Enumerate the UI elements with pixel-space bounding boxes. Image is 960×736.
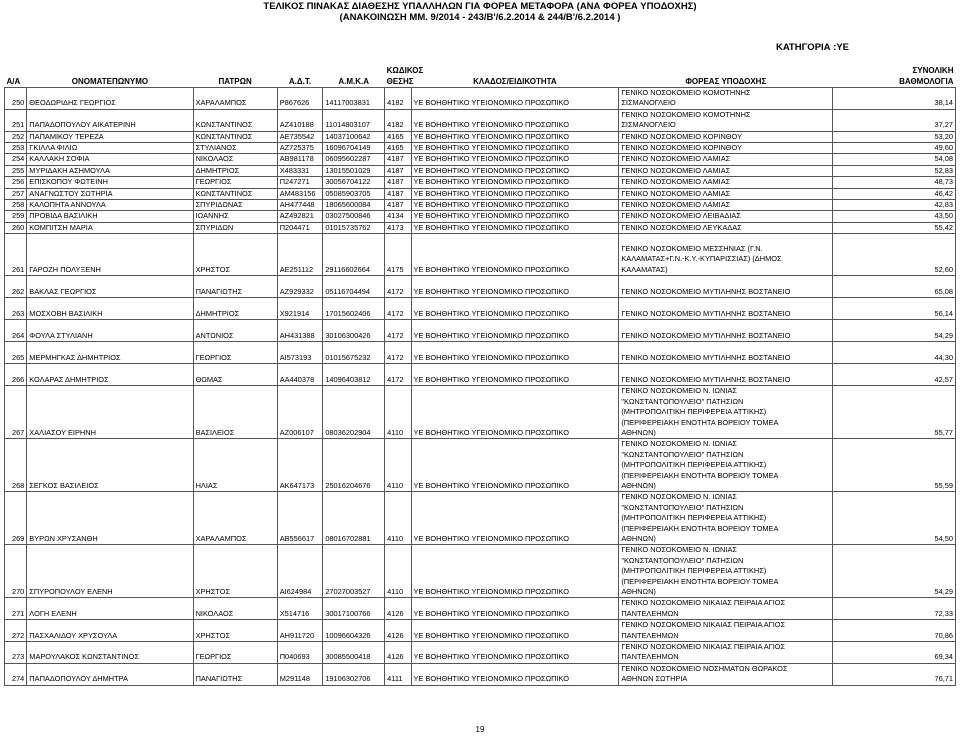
cell-code: 4172 [385, 298, 411, 320]
cell-aa: 250 [5, 88, 27, 110]
table-row [5, 211, 956, 222]
cell-adt: ΑΚ647173 [277, 439, 323, 492]
cell-adt: Π204471 [277, 222, 323, 233]
cell-name: ΣΕΓΚΟΣ ΒΑΣΙΛΕΙΟΣ [27, 439, 193, 492]
cell-agency: ΓΕΝΙΚΟ ΝΟΣΟΚΟΜΕΙΟ ΚΟΡΙΝΘΟΥ [619, 143, 833, 154]
cell-agency: ΓΕΝΙΚΟ ΝΟΣΟΚΟΜΕΙΟ ΜΥΤΙΛΗΝΗΣ ΒΟΣΤΑΝΕΙΟ [619, 298, 833, 320]
table-row [5, 545, 956, 598]
cell-score: 52,60 [833, 234, 956, 276]
cell-father: ΣΤΥΛΙΑΝΟΣ [193, 143, 277, 154]
cell-name: ΒΥΡΩΝ ΧΡΥΣΑΝΘΗ [27, 492, 193, 545]
document-title: ΤΕΛΙΚΟΣ ΠΙΝΑΚΑΣ ΔΙΑΘΕΣΗΣ ΥΠΑΛΛΗΛΩΝ ΓΙΑ ΦΟΡΕΑ ΜΕΤΑΦΟΡΑ (ΑΝΑ ΦΟΡΕΑ ΥΠΟΔΟΧΗΣ) [263, 1, 697, 12]
cell-score: 42,57 [833, 364, 956, 386]
cell-name: ΕΠΙΣΚΟΠΟΥ ΦΩΤΕΙΝΗ [27, 177, 193, 188]
cell-branch: ΥΕ ΒΟΗΘΗΤΙΚΟ ΥΓΕΙΟΝΟΜΙΚΟ ΠΡΟΣΩΠΙΚΟ [411, 165, 619, 176]
table-row [5, 663, 956, 685]
cell-amka: 29116602664 [323, 234, 385, 276]
table-row [5, 276, 956, 298]
cell-agency: ΓΕΝΙΚΟ ΝΟΣΟΚΟΜΕΙΟ ΛΕΥΚΑΔΑΣ [619, 222, 833, 233]
cell-agency: ΓΕΝΙΚΟ ΝΟΣΟΚΟΜΕΙΟ ΝΙΚΑΙΑΣ ΠΕΙΡΑΙΑ ΑΓΙΟΣ ΠΑΝΤΕΛΕΗΜΩΝ [619, 642, 833, 664]
cell-father: ΝΙΚΟΛΑΟΣ [193, 598, 277, 620]
cell-father: ΧΑΡΑΛΑΜΠΟΣ [193, 88, 277, 110]
cell-aa: 258 [5, 200, 27, 211]
cell-code: 4126 [385, 598, 411, 620]
cell-agency: ΓΕΝΙΚΟ ΝΟΣΟΚΟΜΕΙΟ Ν. ΙΩΝΙΑΣ "ΚΩΝΣΤΑΝΤΟΠΟΥΛΕΙΟ" ΠΑΤΗΣΙΩΝ (ΜΗΤΡΟΠΟΛΙΤΙΚΗ ΠΕΡΙΦΕΡΕΙΑ ΑΤΤΙΚΗΣ) (ΠΕΡΙΦΕΡΕΙΑΚΗ ΕΝΟΤΗΤΑ ΒΟΡΕΙΟΥ ΤΟΜΕΑ ΑΘΗΝΩΝ) [619, 492, 833, 545]
cell-aa: 266 [5, 364, 27, 386]
cell-father: ΗΛΙΑΣ [193, 439, 277, 492]
table-row [5, 154, 956, 165]
cell-agency: ΓΕΝΙΚΟ ΝΟΣΟΚΟΜΕΙΟ ΛΑΜΙΑΣ [619, 154, 833, 165]
cell-agency: ΓΕΝΙΚΟ ΝΟΣΟΚΟΜΕΙΟ ΚΟΜΟΤΗΝΗΣ ΣΙΣΜΑΝΟΓΛΕΙΟ [619, 109, 833, 131]
table-row [5, 342, 956, 364]
cell-adt: ΑΒ981178 [277, 154, 323, 165]
cell-father: ΠΑΝΑΓΙΩΤΗΣ [193, 663, 277, 685]
cell-adt: Μ291148 [277, 663, 323, 685]
cell-father: ΙΩΑΝΝΗΣ [193, 211, 277, 222]
col-header-adt: Α.Δ.Τ. [288, 76, 312, 86]
cell-score: 49,60 [833, 143, 956, 154]
cell-agency: ΓΕΝΙΚΟ ΝΟΣΟΚΟΜΕΙΟ ΛΑΜΙΑΣ [619, 177, 833, 188]
cell-adt: ΑΙ624984 [277, 545, 323, 598]
cell-score: 54,08 [833, 154, 956, 165]
col-header-agency: ΦΟΡΕΑΣ ΥΠΟΔΟΧΗΣ [685, 76, 767, 86]
cell-amka: 06095602287 [323, 154, 385, 165]
cell-name: ΣΠΥΡΟΠΟΥΛΟΥ ΕΛΕΝΗ [27, 545, 193, 598]
cell-father: ΑΝΤΩΝΙΟΣ [193, 320, 277, 342]
cell-aa: 263 [5, 298, 27, 320]
cell-aa: 257 [5, 188, 27, 199]
cell-score: 55,42 [833, 222, 956, 233]
table-row [5, 620, 956, 642]
table-row [5, 298, 956, 320]
table-row [5, 88, 956, 110]
table-row [5, 492, 956, 545]
cell-code: 4172 [385, 276, 411, 298]
cell-code: 4111 [385, 663, 411, 685]
cell-father: ΧΡΗΣΤΟΣ [193, 234, 277, 276]
cell-branch: ΥΕ ΒΟΗΘΗΤΙΚΟ ΥΓΕΙΟΝΟΜΙΚΟ ΠΡΟΣΩΠΙΚΟ [411, 131, 619, 142]
cell-code: 4187 [385, 165, 411, 176]
cell-branch: ΥΕ ΒΟΗΘΗΤΙΚΟ ΥΓΕΙΟΝΟΜΙΚΟ ΠΡΟΣΩΠΙΚΟ [411, 109, 619, 131]
cell-aa: 267 [5, 386, 27, 439]
cell-code: 4110 [385, 545, 411, 598]
cell-name: ΧΑΛΙΑΣΟΥ ΕΙΡΗΝΗ [27, 386, 193, 439]
document-subtitle: (ΑΝΑΚΟΙΝΩΣΗ ΜΜ. 9/2014 - 243/Β'/6.2.2014 & 244/Β'/6.2.2014 ) [339, 12, 621, 23]
cell-name: ΠΑΠΑΔΟΠΟΥΛΟΥ ΑΙΚΑΤΕΡΙΝΗ [27, 109, 193, 131]
cell-agency: ΓΕΝΙΚΟ ΝΟΣΟΚΟΜΕΙΟ Ν. ΙΩΝΙΑΣ "ΚΩΝΣΤΑΝΤΟΠΟΥΛΕΙΟ" ΠΑΤΗΣΙΩΝ (ΜΗΤΡΟΠΟΛΙΤΙΚΗ ΠΕΡΙΦΕΡΕΙΑ ΑΤΤΙΚΗΣ) (ΠΕΡΙΦΕΡΕΙΑΚΗ ΕΝΟΤΗΤΑ ΒΟΡΕΙΟΥ ΤΟΜΕΑ ΑΘΗΝΩΝ) [619, 386, 833, 439]
cell-aa: 259 [5, 211, 27, 222]
cell-aa: 274 [5, 663, 27, 685]
cell-score: 52,83 [833, 165, 956, 176]
cell-adt: ΑΕ251112 [277, 234, 323, 276]
cell-name: ΘΕΟΔΩΡΙΔΗΣ ΓΕΩΡΓΙΟΣ [27, 88, 193, 110]
cell-agency: ΓΕΝΙΚΟ ΝΟΣΟΚΟΜΕΙΟ ΝΙΚΑΙΑΣ ΠΕΙΡΑΙΑ ΑΓΙΟΣ ΠΑΝΤΕΛΕΗΜΩΝ [619, 598, 833, 620]
cell-branch: ΥΕ ΒΟΗΘΗΤΙΚΟ ΥΓΕΙΟΝΟΜΙΚΟ ΠΡΟΣΩΠΙΚΟ [411, 143, 619, 154]
cell-agency: ΓΕΝΙΚΟ ΝΟΣΟΚΟΜΕΙΟ ΜΥΤΙΛΗΝΗΣ ΒΟΣΤΑΝΕΙΟ [619, 276, 833, 298]
cell-amka: 30017100766 [323, 598, 385, 620]
cell-name: ΜΑΡΟΥΛΑΚΟΣ ΚΩΝΣΤΑΝΤΙΝΟΣ [27, 642, 193, 664]
cell-name: ΚΟΜΠΙΤΣΗ ΜΑΡΙΑ [27, 222, 193, 233]
cell-aa: 269 [5, 492, 27, 545]
cell-adt: Χ483331 [277, 165, 323, 176]
cell-code: 4182 [385, 88, 411, 110]
cell-adt: Χ921914 [277, 298, 323, 320]
cell-agency: ΓΕΝΙΚΟ ΝΟΣΟΚΟΜΕΙΟ Ν. ΙΩΝΙΑΣ "ΚΩΝΣΤΑΝΤΟΠΟΥΛΕΙΟ" ΠΑΤΗΣΙΩΝ (ΜΗΤΡΟΠΟΛΙΤΙΚΗ ΠΕΡΙΦΕΡΕΙΑ ΑΤΤΙΚΗΣ) (ΠΕΡΙΦΕΡΕΙΑΚΗ ΕΝΟΤΗΤΑ ΒΟΡΕΙΟΥ ΤΟΜΕΑ ΑΘΗΝΩΝ) [619, 545, 833, 598]
cell-adt: ΑΖ492821 [277, 211, 323, 222]
cell-aa: 255 [5, 165, 27, 176]
cell-name: ΜΕΡΜΗΓΚΑΣ ΔΗΜΗΤΡΙΟΣ [27, 342, 193, 364]
cell-father: ΓΕΩΡΓΙΟΣ [193, 642, 277, 664]
table-row [5, 200, 956, 211]
cell-score: 55,77 [833, 386, 956, 439]
cell-aa: 253 [5, 143, 27, 154]
cell-branch: ΥΕ ΒΟΗΘΗΤΙΚΟ ΥΓΕΙΟΝΟΜΙΚΟ ΠΡΟΣΩΠΙΚΟ [411, 200, 619, 211]
cell-score: 46,42 [833, 188, 956, 199]
cell-amka: 27027003527 [323, 545, 385, 598]
cell-name: ΜΥΡΙΔΑΚΗ ΑΣΗΜΟΥΛΑ [27, 165, 193, 176]
cell-father: ΒΑΣΙΛΕΙΟΣ [193, 386, 277, 439]
cell-score: 56,14 [833, 298, 956, 320]
table-row [5, 598, 956, 620]
cell-father: ΣΠΥΡΙΔΩΝ [193, 222, 277, 233]
cell-agency: ΓΕΝΙΚΟ ΝΟΣΟΚΟΜΕΙΟ ΜΥΤΙΛΗΝΗΣ ΒΟΣΤΑΝΕΙΟ [619, 320, 833, 342]
cell-amka: 17015602406 [323, 298, 385, 320]
cell-father: ΔΗΜΗΤΡΙΟΣ [193, 165, 277, 176]
cell-name: ΠΑΠΑΜΙΚΟΥ ΤΕΡΕΖΑ [27, 131, 193, 142]
cell-adt: ΑΑ440378 [277, 364, 323, 386]
table-row [5, 165, 956, 176]
cell-adt: ΑΗ431388 [277, 320, 323, 342]
cell-branch: ΥΕ ΒΟΗΘΗΤΙΚΟ ΥΓΕΙΟΝΟΜΙΚΟ ΠΡΟΣΩΠΙΚΟ [411, 298, 619, 320]
cell-branch: ΥΕ ΒΟΗΘΗΤΙΚΟ ΥΓΕΙΟΝΟΜΙΚΟ ΠΡΟΣΩΠΙΚΟ [411, 364, 619, 386]
cell-code: 4187 [385, 177, 411, 188]
cell-aa: 251 [5, 109, 27, 131]
cell-code: 4187 [385, 200, 411, 211]
cell-father: ΣΠΥΡΙΔΩΝΑΣ [193, 200, 277, 211]
table-row [5, 188, 956, 199]
cell-branch: ΥΕ ΒΟΗΘΗΤΙΚΟ ΥΓΕΙΟΝΟΜΙΚΟ ΠΡΟΣΩΠΙΚΟ [411, 386, 619, 439]
cell-score: 54,50 [833, 492, 956, 545]
cell-adt: ΑΖ006107 [277, 386, 323, 439]
cell-name: ΜΟΣΧΟΒΗ ΒΑΣΙΛΙΚΗ [27, 298, 193, 320]
cell-score: 72,33 [833, 598, 956, 620]
cell-amka: 10096604326 [323, 620, 385, 642]
cell-adt: ΑΗ911720 [277, 620, 323, 642]
cell-agency: ΓΕΝΙΚΟ ΝΟΣΟΚΟΜΕΙΟ ΛΑΜΙΑΣ [619, 200, 833, 211]
cell-code: 4172 [385, 364, 411, 386]
cell-aa: 265 [5, 342, 27, 364]
cell-father: ΚΩΝΣΤΑΝΤΙΝΟΣ [193, 109, 277, 131]
cell-aa: 271 [5, 598, 27, 620]
cell-adt: Χ514716 [277, 598, 323, 620]
cell-amka: 08016702881 [323, 492, 385, 545]
cell-adt: ΑΖ929332 [277, 276, 323, 298]
cell-name: ΚΟΛΑΡΑΣ ΔΗΜΗΤΡΙΟΣ [27, 364, 193, 386]
cell-name: ΚΑΛΛΑΚΗ ΣΟΦΙΑ [27, 154, 193, 165]
cell-adt: Π247271 [277, 177, 323, 188]
cell-amka: 03027500846 [323, 211, 385, 222]
cell-agency: ΓΕΝΙΚΟ ΝΟΣΟΚΟΜΕΙΟ ΛΑΜΙΑΣ [619, 188, 833, 199]
cell-amka: 14117003831 [323, 88, 385, 110]
cell-amka: 01015735762 [323, 222, 385, 233]
cell-code: 4187 [385, 154, 411, 165]
cell-adt: ΑΜ483156 [277, 188, 323, 199]
cell-agency: ΓΕΝΙΚΟ ΝΟΣΟΚΟΜΕΙΟ ΚΟΜΟΤΗΝΗΣ ΣΙΣΜΑΝΟΓΛΕΙΟ [619, 88, 833, 110]
cell-branch: ΥΕ ΒΟΗΘΗΤΙΚΟ ΥΓΕΙΟΝΟΜΙΚΟ ΠΡΟΣΩΠΙΚΟ [411, 211, 619, 222]
cell-father: ΧΡΗΣΤΟΣ [193, 620, 277, 642]
cell-branch: ΥΕ ΒΟΗΘΗΤΙΚΟ ΥΓΕΙΟΝΟΜΙΚΟ ΠΡΟΣΩΠΙΚΟ [411, 234, 619, 276]
cell-adt: ΑΒ556617 [277, 492, 323, 545]
cell-code: 4182 [385, 109, 411, 131]
cell-code: 4172 [385, 320, 411, 342]
col-header-amka: Α.Μ.Κ.Α [338, 76, 370, 86]
cell-agency: ΓΕΝΙΚΟ ΝΟΣΟΚΟΜΕΙΟ ΜΕΣΣΗΝΙΑΣ (Γ.Ν. ΚΑΛΑΜΑΤΑΣ+Γ.Ν.-Κ.Υ.-ΚΥΠΑΡΙΣΣΙΑΣ) (ΔΗΜΟΣ ΚΑΛΑΜΑΤΑΣ) [619, 234, 833, 276]
cell-aa: 268 [5, 439, 27, 492]
category-label: ΚΑΤΗΓΟΡΙΑ :ΥΕ [776, 42, 850, 53]
cell-score: 53,20 [833, 131, 956, 142]
table-row [5, 109, 956, 131]
cell-amka: 30085500418 [323, 642, 385, 664]
cell-name: ΦΟΥΛΑ ΣΤΥΛΙΑΝΗ [27, 320, 193, 342]
cell-code: 4175 [385, 234, 411, 276]
cell-branch: ΥΕ ΒΟΗΘΗΤΙΚΟ ΥΓΕΙΟΝΟΜΙΚΟ ΠΡΟΣΩΠΙΚΟ [411, 642, 619, 664]
cell-agency: ΓΕΝΙΚΟ ΝΟΣΟΚΟΜΕΙΟ ΝΟΣΗΜΑΤΩΝ ΘΩΡΑΚΟΣ ΑΘΗΝΩΝ ΣΩΤΗΡΙΑ [619, 663, 833, 685]
cell-agency: ΓΕΝΙΚΟ ΝΟΣΟΚΟΜΕΙΟ ΜΥΤΙΛΗΝΗΣ ΒΟΣΤΑΝΕΙΟ [619, 342, 833, 364]
cell-name: ΠΑΠΑΔΟΠΟΥΛΟΥ ΔΗΜΗΤΡΑ [27, 663, 193, 685]
cell-father: ΓΕΩΡΓΙΟΣ [193, 342, 277, 364]
cell-adt: ΑΙ573193 [277, 342, 323, 364]
table-row [5, 439, 956, 492]
cell-aa: 272 [5, 620, 27, 642]
cell-name: ΑΝΑΓΝΩΣΤΟΥ ΣΩΤΗΡΙΑ [27, 188, 193, 199]
cell-adt: Π040693 [277, 642, 323, 664]
cell-branch: ΥΕ ΒΟΗΘΗΤΙΚΟ ΥΓΕΙΟΝΟΜΙΚΟ ΠΡΟΣΩΠΙΚΟ [411, 598, 619, 620]
cell-branch: ΥΕ ΒΟΗΘΗΤΙΚΟ ΥΓΕΙΟΝΟΜΙΚΟ ΠΡΟΣΩΠΙΚΟ [411, 320, 619, 342]
cell-agency: ΓΕΝΙΚΟ ΝΟΣΟΚΟΜΕΙΟ ΝΙΚΑΙΑΣ ΠΕΙΡΑΙΑ ΑΓΙΟΣ ΠΑΝΤΕΛΕΗΜΩΝ [619, 620, 833, 642]
cell-branch: ΥΕ ΒΟΗΘΗΤΙΚΟ ΥΓΕΙΟΝΟΜΙΚΟ ΠΡΟΣΩΠΙΚΟ [411, 439, 619, 492]
cell-score: 54,29 [833, 320, 956, 342]
cell-code: 4126 [385, 642, 411, 664]
cell-aa: 256 [5, 177, 27, 188]
cell-agency: ΓΕΝΙΚΟ ΝΟΣΟΚΟΜΕΙΟ ΛΕΙΒΑΔΙΑΣ [619, 211, 833, 222]
cell-aa: 261 [5, 234, 27, 276]
cell-amka: 11014803107 [323, 109, 385, 131]
col-header-score: ΣΥΝΟΛΙΚΗ ΒΑΘΜΟΛΟΓΙΑ [899, 66, 954, 86]
cell-code: 4110 [385, 439, 411, 492]
cell-aa: 264 [5, 320, 27, 342]
cell-branch: ΥΕ ΒΟΗΘΗΤΙΚΟ ΥΓΕΙΟΝΟΜΙΚΟ ΠΡΟΣΩΠΙΚΟ [411, 663, 619, 685]
cell-agency: ΓΕΝΙΚΟ ΝΟΣΟΚΟΜΕΙΟ Ν. ΙΩΝΙΑΣ "ΚΩΝΣΤΑΝΤΟΠΟΥΛΕΙΟ" ΠΑΤΗΣΙΩΝ (ΜΗΤΡΟΠΟΛΙΤΙΚΗ ΠΕΡΙΦΕΡΕΙΑ ΑΤΤΙΚΗΣ) (ΠΕΡΙΦΕΡΕΙΑΚΗ ΕΝΟΤΗΤΑ ΒΟΡΕΙΟΥ ΤΟΜΕΑ ΑΘΗΝΩΝ) [619, 439, 833, 492]
cell-agency: ΓΕΝΙΚΟ ΝΟΣΟΚΟΜΕΙΟ ΛΑΜΙΑΣ [619, 165, 833, 176]
cell-agency: ΓΕΝΙΚΟ ΝΟΣΟΚΟΜΕΙΟ ΜΥΤΙΛΗΝΗΣ ΒΟΣΤΑΝΕΙΟ [619, 364, 833, 386]
cell-branch: ΥΕ ΒΟΗΘΗΤΙΚΟ ΥΓΕΙΟΝΟΜΙΚΟ ΠΡΟΣΩΠΙΚΟ [411, 276, 619, 298]
table-row [5, 364, 956, 386]
cell-amka: 05085903705 [323, 188, 385, 199]
cell-branch: ΥΕ ΒΟΗΘΗΤΙΚΟ ΥΓΕΙΟΝΟΜΙΚΟ ΠΡΟΣΩΠΙΚΟ [411, 188, 619, 199]
col-header-branch: ΚΛΑΔΟΣ/ΕΙΔΙΚΟΤΗΤΑ [473, 76, 557, 86]
cell-father: ΧΑΡΑΛΑΜΠΟΣ [193, 492, 277, 545]
cell-code: 4165 [385, 131, 411, 142]
col-header-code: ΚΩΔΙΚΟΣ ΘΕΣΗΣ [386, 66, 424, 86]
table-row [5, 234, 956, 276]
cell-adt: ΑΗ477448 [277, 200, 323, 211]
cell-father: ΧΡΗΣΤΟΣ [193, 545, 277, 598]
cell-amka: 13015501029 [323, 165, 385, 176]
cell-branch: ΥΕ ΒΟΗΘΗΤΙΚΟ ΥΓΕΙΟΝΟΜΙΚΟ ΠΡΟΣΩΠΙΚΟ [411, 545, 619, 598]
cell-father: ΝΙΚΟΛΑΟΣ [193, 154, 277, 165]
col-header-aa: Α/Α [6, 76, 21, 86]
table-row [5, 131, 956, 142]
cell-score: 37,27 [833, 109, 956, 131]
cell-amka: 30056704122 [323, 177, 385, 188]
cell-father: ΔΗΜΗΤΡΙΟΣ [193, 298, 277, 320]
cell-code: 4187 [385, 188, 411, 199]
cell-score: 43,50 [833, 211, 956, 222]
table-row [5, 642, 956, 664]
table-row [5, 222, 956, 233]
cell-adt: Ρ867626 [277, 88, 323, 110]
cell-code: 4134 [385, 211, 411, 222]
cell-amka: 25016204676 [323, 439, 385, 492]
cell-aa: 260 [5, 222, 27, 233]
cell-branch: ΥΕ ΒΟΗΘΗΤΙΚΟ ΥΓΕΙΟΝΟΜΙΚΟ ΠΡΟΣΩΠΙΚΟ [411, 620, 619, 642]
cell-score: 70,86 [833, 620, 956, 642]
cell-name: ΓΚΙΛΛΑ ΦΙΛΙΩ [27, 143, 193, 154]
cell-aa: 252 [5, 131, 27, 142]
cell-code: 4110 [385, 492, 411, 545]
cell-father: ΠΑΝΑΓΙΩΤΗΣ [193, 276, 277, 298]
cell-aa: 270 [5, 545, 27, 598]
cell-branch: ΥΕ ΒΟΗΘΗΤΙΚΟ ΥΓΕΙΟΝΟΜΙΚΟ ΠΡΟΣΩΠΙΚΟ [411, 154, 619, 165]
cell-aa: 262 [5, 276, 27, 298]
cell-name: ΠΡΟΒΙΔΑ ΒΑΣΙΛΙΚΗ [27, 211, 193, 222]
table-header-row [5, 57, 956, 88]
cell-father: ΓΕΩΡΓΙΟΣ [193, 177, 277, 188]
cell-score: 65,08 [833, 276, 956, 298]
cell-code: 4173 [385, 222, 411, 233]
cell-code: 4126 [385, 620, 411, 642]
cell-branch: ΥΕ ΒΟΗΘΗΤΙΚΟ ΥΓΕΙΟΝΟΜΙΚΟ ΠΡΟΣΩΠΙΚΟ [411, 222, 619, 233]
cell-name: ΓΑΡΟΖΗ ΠΟΛΥΞΕΝΗ [27, 234, 193, 276]
cell-father: ΘΩΜΑΣ [193, 364, 277, 386]
cell-amka: 14096403812 [323, 364, 385, 386]
cell-adt: ΑΖ725375 [277, 143, 323, 154]
page-number: 19 [475, 725, 485, 734]
cell-branch: ΥΕ ΒΟΗΘΗΤΙΚΟ ΥΓΕΙΟΝΟΜΙΚΟ ΠΡΟΣΩΠΙΚΟ [411, 177, 619, 188]
col-header-father: ΠΑΤΡΩΝ [218, 76, 252, 86]
cell-aa: 254 [5, 154, 27, 165]
cell-agency: ΓΕΝΙΚΟ ΝΟΣΟΚΟΜΕΙΟ ΚΟΡΙΝΘΟΥ [619, 131, 833, 142]
cell-code: 4165 [385, 143, 411, 154]
cell-amka: 05116704494 [323, 276, 385, 298]
cell-father: ΚΩΝΣΤΑΝΤΙΝΟΣ [193, 131, 277, 142]
cell-name: ΒΑΚΛΑΣ ΓΕΩΡΓΙΟΣ [27, 276, 193, 298]
table-row [5, 177, 956, 188]
col-header-name: ΟΝΟΜΑΤΕΠΩΝΥΜΟ [71, 76, 149, 86]
cell-branch: ΥΕ ΒΟΗΘΗΤΙΚΟ ΥΓΕΙΟΝΟΜΙΚΟ ΠΡΟΣΩΠΙΚΟ [411, 492, 619, 545]
allocation-table [4, 57, 956, 686]
cell-amka: 16096704149 [323, 143, 385, 154]
cell-score: 44,30 [833, 342, 956, 364]
cell-name: ΚΑΛΟΠΗΤΑ ΑΝΝΟΥΛΑ [27, 200, 193, 211]
cell-father: ΚΩΝΣΤΑΝΤΙΝΟΣ [193, 188, 277, 199]
cell-adt: ΑΕ735542 [277, 131, 323, 142]
cell-amka: 01015675232 [323, 342, 385, 364]
table-row [5, 320, 956, 342]
cell-amka: 08036202904 [323, 386, 385, 439]
cell-score: 38,14 [833, 88, 956, 110]
cell-name: ΠΑΣΧΑΛΙΔΟΥ ΧΡΥΣΟΥΛΑ [27, 620, 193, 642]
cell-score: 55,59 [833, 439, 956, 492]
cell-aa: 273 [5, 642, 27, 664]
cell-code: 4110 [385, 386, 411, 439]
cell-score: 69,34 [833, 642, 956, 664]
cell-score: 42,83 [833, 200, 956, 211]
cell-score: 54,29 [833, 545, 956, 598]
cell-amka: 18065600084 [323, 200, 385, 211]
cell-name: ΛΟΓΗ ΕΛΕΝΗ [27, 598, 193, 620]
cell-code: 4172 [385, 342, 411, 364]
table-row [5, 143, 956, 154]
cell-branch: ΥΕ ΒΟΗΘΗΤΙΚΟ ΥΓΕΙΟΝΟΜΙΚΟ ΠΡΟΣΩΠΙΚΟ [411, 342, 619, 364]
cell-score: 76,71 [833, 663, 956, 685]
table-row [5, 386, 956, 439]
cell-adt: ΑΖ410188 [277, 109, 323, 131]
cell-branch: ΥΕ ΒΟΗΘΗΤΙΚΟ ΥΓΕΙΟΝΟΜΙΚΟ ΠΡΟΣΩΠΙΚΟ [411, 88, 619, 110]
cell-amka: 19106302706 [323, 663, 385, 685]
cell-score: 48,73 [833, 177, 956, 188]
cell-amka: 30106300426 [323, 320, 385, 342]
cell-amka: 14037100642 [323, 131, 385, 142]
